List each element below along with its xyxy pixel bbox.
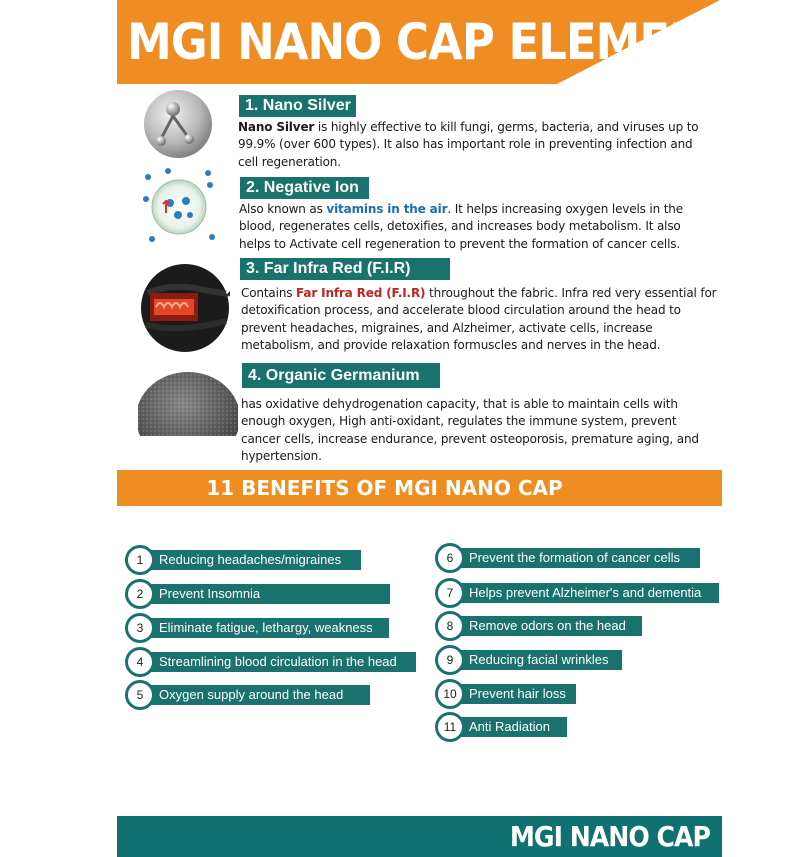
nano-silver-heading: 1. Nano Silver <box>239 95 356 117</box>
benefit-label-11: Anti Radiation <box>447 717 567 737</box>
benefit-number-3: 3 <box>125 613 155 643</box>
negative-ion-description <box>239 201 709 253</box>
benefits-title-bar: 11 BENEFITS OF MGI NANO CAP <box>117 470 722 506</box>
benefit-label-5: Oxygen supply around the head <box>137 685 370 705</box>
far-infra-red-heading: 3. Far Infra Red (F.I.R) <box>240 258 450 280</box>
benefit-label-4: Streamlining blood circulation in the head <box>137 652 416 672</box>
negative-ion-text-pre: Also known as <box>239 202 327 216</box>
negative-ion-heading: 2. Negative Ion <box>240 177 369 199</box>
benefit-number-7: 7 <box>435 578 465 608</box>
organic-germanium-heading: 4. Organic Germanium <box>242 363 440 388</box>
nano-silver-image <box>143 89 213 159</box>
benefit-label-10: Prevent hair loss <box>447 684 576 704</box>
benefit-number-8: 8 <box>435 611 465 641</box>
far-infra-red-highlight: Far Infra Red (F.I.R) <box>296 286 426 300</box>
negative-ion-text-post: . It helps increasing oxygen levels in the blood, regenerates cells, detoxifies, and increases body metabolism. It also helps to Activate cell regeneration to prevent the formation of cancer cells. <box>239 202 683 251</box>
benefit-number-6: 6 <box>435 543 465 573</box>
benefit-label-1: Reducing headaches/migraines <box>137 550 361 570</box>
benefit-number-2: 2 <box>125 579 155 609</box>
benefit-label-3: Eliminate fatigue, lethargy, weakness <box>137 618 389 638</box>
nano-silver-description <box>238 119 708 171</box>
nano-silver-bold: Nano Silver <box>238 120 315 134</box>
negative-ion-highlight: vitamins in the air <box>326 202 448 216</box>
far-infra-red-description <box>241 285 719 355</box>
footer-bar <box>117 816 722 857</box>
footer-title: MGI NANO CAP <box>509 820 710 853</box>
benefit-number-5: 5 <box>125 680 155 710</box>
far-infra-red-text-pre: Contains <box>241 286 297 300</box>
header-banner <box>117 0 767 84</box>
far-infra-red-text-post: throughout the fabric. Infra red very essential for detoxification process, and accelerate blood circulation around the head to prevent headaches, migraines, and Alzheimer, activate cells, increase metabolism, and provide relaxation formuscles and nerves in the head. <box>241 286 717 353</box>
organic-germanium-image <box>138 366 238 436</box>
organic-germanium-description: has oxidative dehydrogenation capacity, that is able to maintain cells with enough oxygen, High anti-oxidant, regulates the immune system, prevent cancer cells, increase endurance, prevent osteoporosis, premature aging, and hypertension. <box>241 397 699 464</box>
negative-ion-image <box>138 165 220 247</box>
benefit-number-10: 10 <box>435 679 465 709</box>
benefit-label-7: Helps prevent Alzheimer's and dementia <box>447 583 719 603</box>
benefit-label-6: Prevent the formation of cancer cells <box>447 548 700 568</box>
benefit-number-11: 11 <box>435 712 465 742</box>
far-infra-red-image <box>140 263 230 353</box>
benefit-label-8: Remove odors on the head <box>447 616 642 636</box>
benefit-label-9: Reducing facial wrinkles <box>447 650 622 670</box>
benefit-number-1: 1 <box>125 545 155 575</box>
nano-silver-text: is highly effective to kill fungi, germs, bacteria, and viruses up to 99.9% (over 600 types). It also has important role in preventing infection and cell regeneration. <box>238 120 699 169</box>
benefit-number-9: 9 <box>435 645 465 675</box>
page-title: MGI NANO CAP ELEMENTS <box>127 13 767 71</box>
benefit-number-4: 4 <box>125 647 155 677</box>
benefit-label-2: Prevent Insomnia <box>137 584 390 604</box>
